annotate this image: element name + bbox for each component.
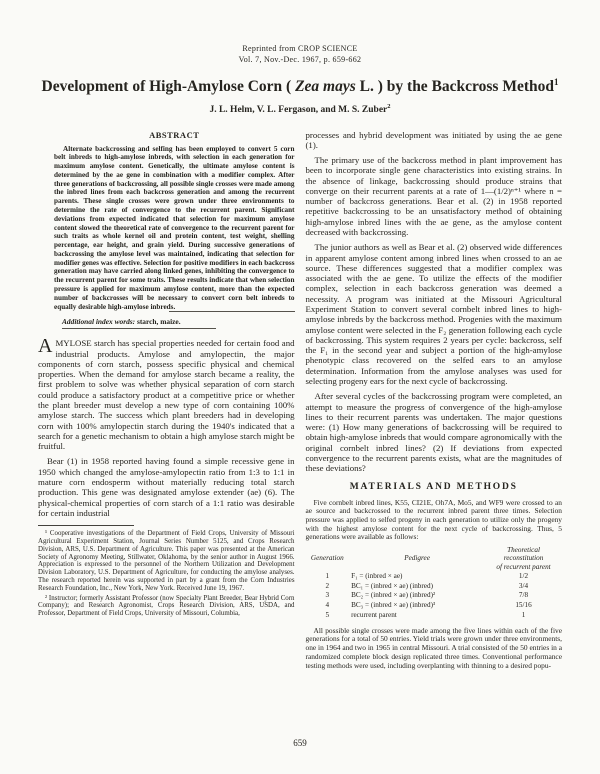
reprint-header	[38, 44, 562, 66]
footnote-divider	[38, 525, 134, 526]
drop-cap: A	[38, 335, 53, 358]
intro-paragraph-text: MYLOSE starch has special properties needed for certain food and industrial products. Amylose and amylopectin, the major components of corn starch, possess specific physical and chemical properties. When the demand for amylose starch became a reality, the first problem to solve was whether physical separation of corn starch could produce a satisfactory product at a competitive price or whether the plant breeder must develop a new type of corn containing 100% amylose starch. The success which plant breeders had in developing corn with 100% amylopectin starch during the 1940's indicated that a search for a genetic mechanism to obtain a high amylose starch might be fruitful.	[38, 338, 295, 452]
two-column-layout	[38, 130, 562, 675]
pedigree-cell: F₁ = (inbred × ae)	[351, 572, 403, 581]
article-title	[38, 77, 562, 97]
reconstitution-cell: 1	[521, 610, 526, 619]
authors-text: J. L. Helm, V. L. Fergason, and M. S. Zuber	[209, 105, 388, 116]
table-row	[306, 611, 563, 621]
methods-paragraph-1: Five cornbelt inbred lines, K55, CI21E, Oh7A, Mo5, and WF9 were crossed to an ae source and backcrossed to the recurrent inbred parent three times. Selection pressure was applied to selfed progeny in each generation to utilize only the progeny with the highest amylose content for the next cycle of backcrossing. Thus, 5 generations were available as follows:	[305, 497, 562, 542]
generation-cell: 4	[325, 601, 330, 610]
generations-table	[306, 546, 563, 620]
table-row	[306, 572, 563, 582]
index-words-rule-bottom	[62, 328, 216, 329]
table-row	[306, 591, 563, 601]
reconstitution-cell: 3/4	[518, 581, 529, 590]
reconstitution-cell: 1/2	[518, 572, 529, 581]
page-number: 659	[293, 738, 307, 748]
reconstitution-cell: 7/8	[518, 591, 529, 600]
generation-cell: 5	[325, 610, 330, 619]
table-header-generation: Generation	[310, 554, 344, 563]
pedigree-cell: BC₁ = (inbred × ae) (inbred)	[351, 581, 433, 590]
methods-paragraph-2: All possible single crosses were made among the five lines within each of the five generations for a total of 50 entries. Yield trials were grown under three environments, one in 1964 and two in 1965 in central Missouri. A trial consisted of the 50 entries in a randomized complete block design replicated three times. Conventional performance testing methods were used, including overplanting with thinning to a desired popu-	[305, 625, 562, 670]
abstract-section	[38, 130, 295, 330]
reprint-source-line: Reprinted from CROP SCIENCE	[242, 44, 358, 53]
authors-line	[38, 103, 562, 115]
intro-paragraph	[38, 335, 295, 452]
left-column	[38, 130, 295, 675]
right-paragraph-1: processes and hybrid development was initiated by using the ae gene (1).	[305, 129, 562, 150]
index-words-label: Additional index words:	[62, 317, 136, 327]
right-paragraph-2: The primary use of the backcross method in plant improvement has been to incorporate single gene characteristics into existing strains. In the absence of linkage, backcrossing should produce strains that converge on their recurrent parents at a rate of 1—(1/2)ⁿ⁺¹ where n = number of backcross generations. Bear et al. (2) in 1958 reported repetitive backcrossing to be an unsatisfactory method of obtaining high-amylose inbred lines with the ae gene, as the amylose content decreased with backcrossing.	[305, 155, 562, 238]
species-name: Zea mays	[295, 77, 356, 95]
table-row	[306, 601, 563, 611]
right-column	[306, 130, 563, 675]
abstract-heading: ABSTRACT	[149, 129, 200, 140]
pedigree-cell: BC₃ = (inbred × ae) (inbred)³	[351, 601, 436, 610]
footnote-1: ¹ Cooperative investigations of the Department of Field Crops, University of Missouri Agricultural Experiment Station, Journal Series Number 5125, and Crops Research Division, ARS, U.S. Department of Agriculture. This paper was presented at the American Society of Agronomy Meeting, Stillwater, Oklahoma, by the senior author in August 1966. Appreciation is expressed to the personnel of the Northern Utilization and Development Division Laboratory, U.S. Department of Agriculture, for conducting the amylose analyses. The research reported herein was supported in part by a grant from the Corn Industries Research Foundation, Inc., New York, New York. Received June 19, 1967.	[38, 530, 295, 592]
right-paragraph-3: The junior authors as well as Bear et al. (2) observed wide differences in apparent amylose content among inbred lines when crossed to an ae source. These differences suggested that a modifier complex was associated with the ae gene. To utilize the effects of the modifier complex, selection in each backcross generation was deemed a necessity. A program was initiated at the Missouri Agricultural Experiment Station to convert several cornbelt inbred lines to high-amylose inbreds by the backcross method. Progenies with the maximum amylose content were selected in the F₂ generation following each cycle of backcrossing. This system requires 2 years per cycle: backcross, self the F₁ in the second year and subject a portion of the high-amylose phenotypic class recovered on the selfed ears to an amylose determination. Information from the amylose analyses was used for selecting progeny ears for the next cycle of backcrossing.	[305, 242, 562, 386]
generation-cell: 1	[325, 572, 330, 581]
generation-cell: 2	[325, 581, 330, 590]
index-words-line	[54, 317, 295, 326]
index-words-value: starch, maize.	[136, 317, 181, 327]
reconstitution-cell: 15/16	[515, 601, 532, 610]
right-paragraph-4: After several cycles of the backcrossing program were completed, an attempt to measure the progress of convergence of the high-amylose lines to their recurrent parents was undertaken. The major questions were: (1) How many generations of backcrossing will be required to obtain high-amylose inbreds that would compare agronomically with the original cornbelt inbred lines? (2) If deviations from expected convergence to the recurrent parents exists, what are the magnitudes of these deviations?	[305, 391, 562, 474]
reconstitution-header-line2: of recurrent parent	[496, 562, 551, 571]
title-text-post: L. ) by the Backcross Method	[355, 77, 554, 95]
materials-methods-heading: MATERIALS AND METHODS	[349, 481, 518, 492]
index-words-rule-top	[169, 311, 294, 312]
table-row	[306, 582, 563, 592]
footnote-2: ² Instructor; formerly Assistant Professor (now Specialty Plant Breeder, Bear Hybrid Corn Company); and Research Agronomist, Crops Research Division, ARS, USDA, and Professor, Department of Field Crops, University of Missouri, Columbia,	[38, 594, 295, 618]
pedigree-cell: BC₂ = (inbred × ae) (inbred)²	[351, 591, 436, 600]
abstract-body: Alternate backcrossing and selfing has been employed to convert 5 corn belt inbreds to high-amylose inbreds, with selection in each generation for maximum amylose content. Genetically, the ultimate amylose content is determined by the ae gene in combination with a modifier complex. After three generations of backcrossing, all possible single crosses were made among the inbred lines from each backcross generation and among the recurrent parents. These single crosses were grown under three environments to determine the rate of convergence to the recurrent parent. Significant deviations from expected indicated that selection for maximum amylose content slowed the theoretical rate of convergence to the recurrent parent for such traits as whole kernel oil and protein content, test weight, shelling percentage, ear height, and grain yield. During successive generations of backcrossing the amylose level was maintained, indicating that selection for modifier genes was effective. Selection for positive modifiers in each backcross generation may have carried along linked genes, inhibiting the convergence to the recurrent parent for some traits. These results indicate that when selection pressure is applied for maximum amylose content, more than the expected number of backcrosses will be necessary to convert corn belt inbreds to equally desirable high-amylose inbreds.	[54, 144, 295, 311]
table-header-reconstitution	[485, 546, 562, 572]
left-paragraph-2: Bear (1) in 1958 reported having found a simple recessive gene in 1950 which changed the amylose-amylopectin ratio from 1:3 to 1:1 in mature corn endosperm without materially reducing total starch production. This gene was designated amylose extender (ae) (6). The physical-chemical properties of corn starch of a 1:1 ratio was desirable for certain industrial	[38, 456, 295, 518]
pedigree-cell: recurrent parent	[351, 610, 397, 619]
generation-cell: 3	[325, 591, 330, 600]
authors-footnote-marker: 2	[387, 103, 391, 111]
title-text-pre: Development of High-Amylose Corn (	[41, 77, 296, 95]
reconstitution-header-line1: Theoretical reconstitution	[503, 546, 544, 563]
reprint-volume-line: Vol. 7, Nov.-Dec. 1967, p. 659-662	[238, 54, 362, 64]
table-header-row	[306, 546, 563, 572]
title-footnote-marker: 1	[553, 76, 559, 87]
table-header-pedigree: Pedigree	[404, 554, 430, 563]
